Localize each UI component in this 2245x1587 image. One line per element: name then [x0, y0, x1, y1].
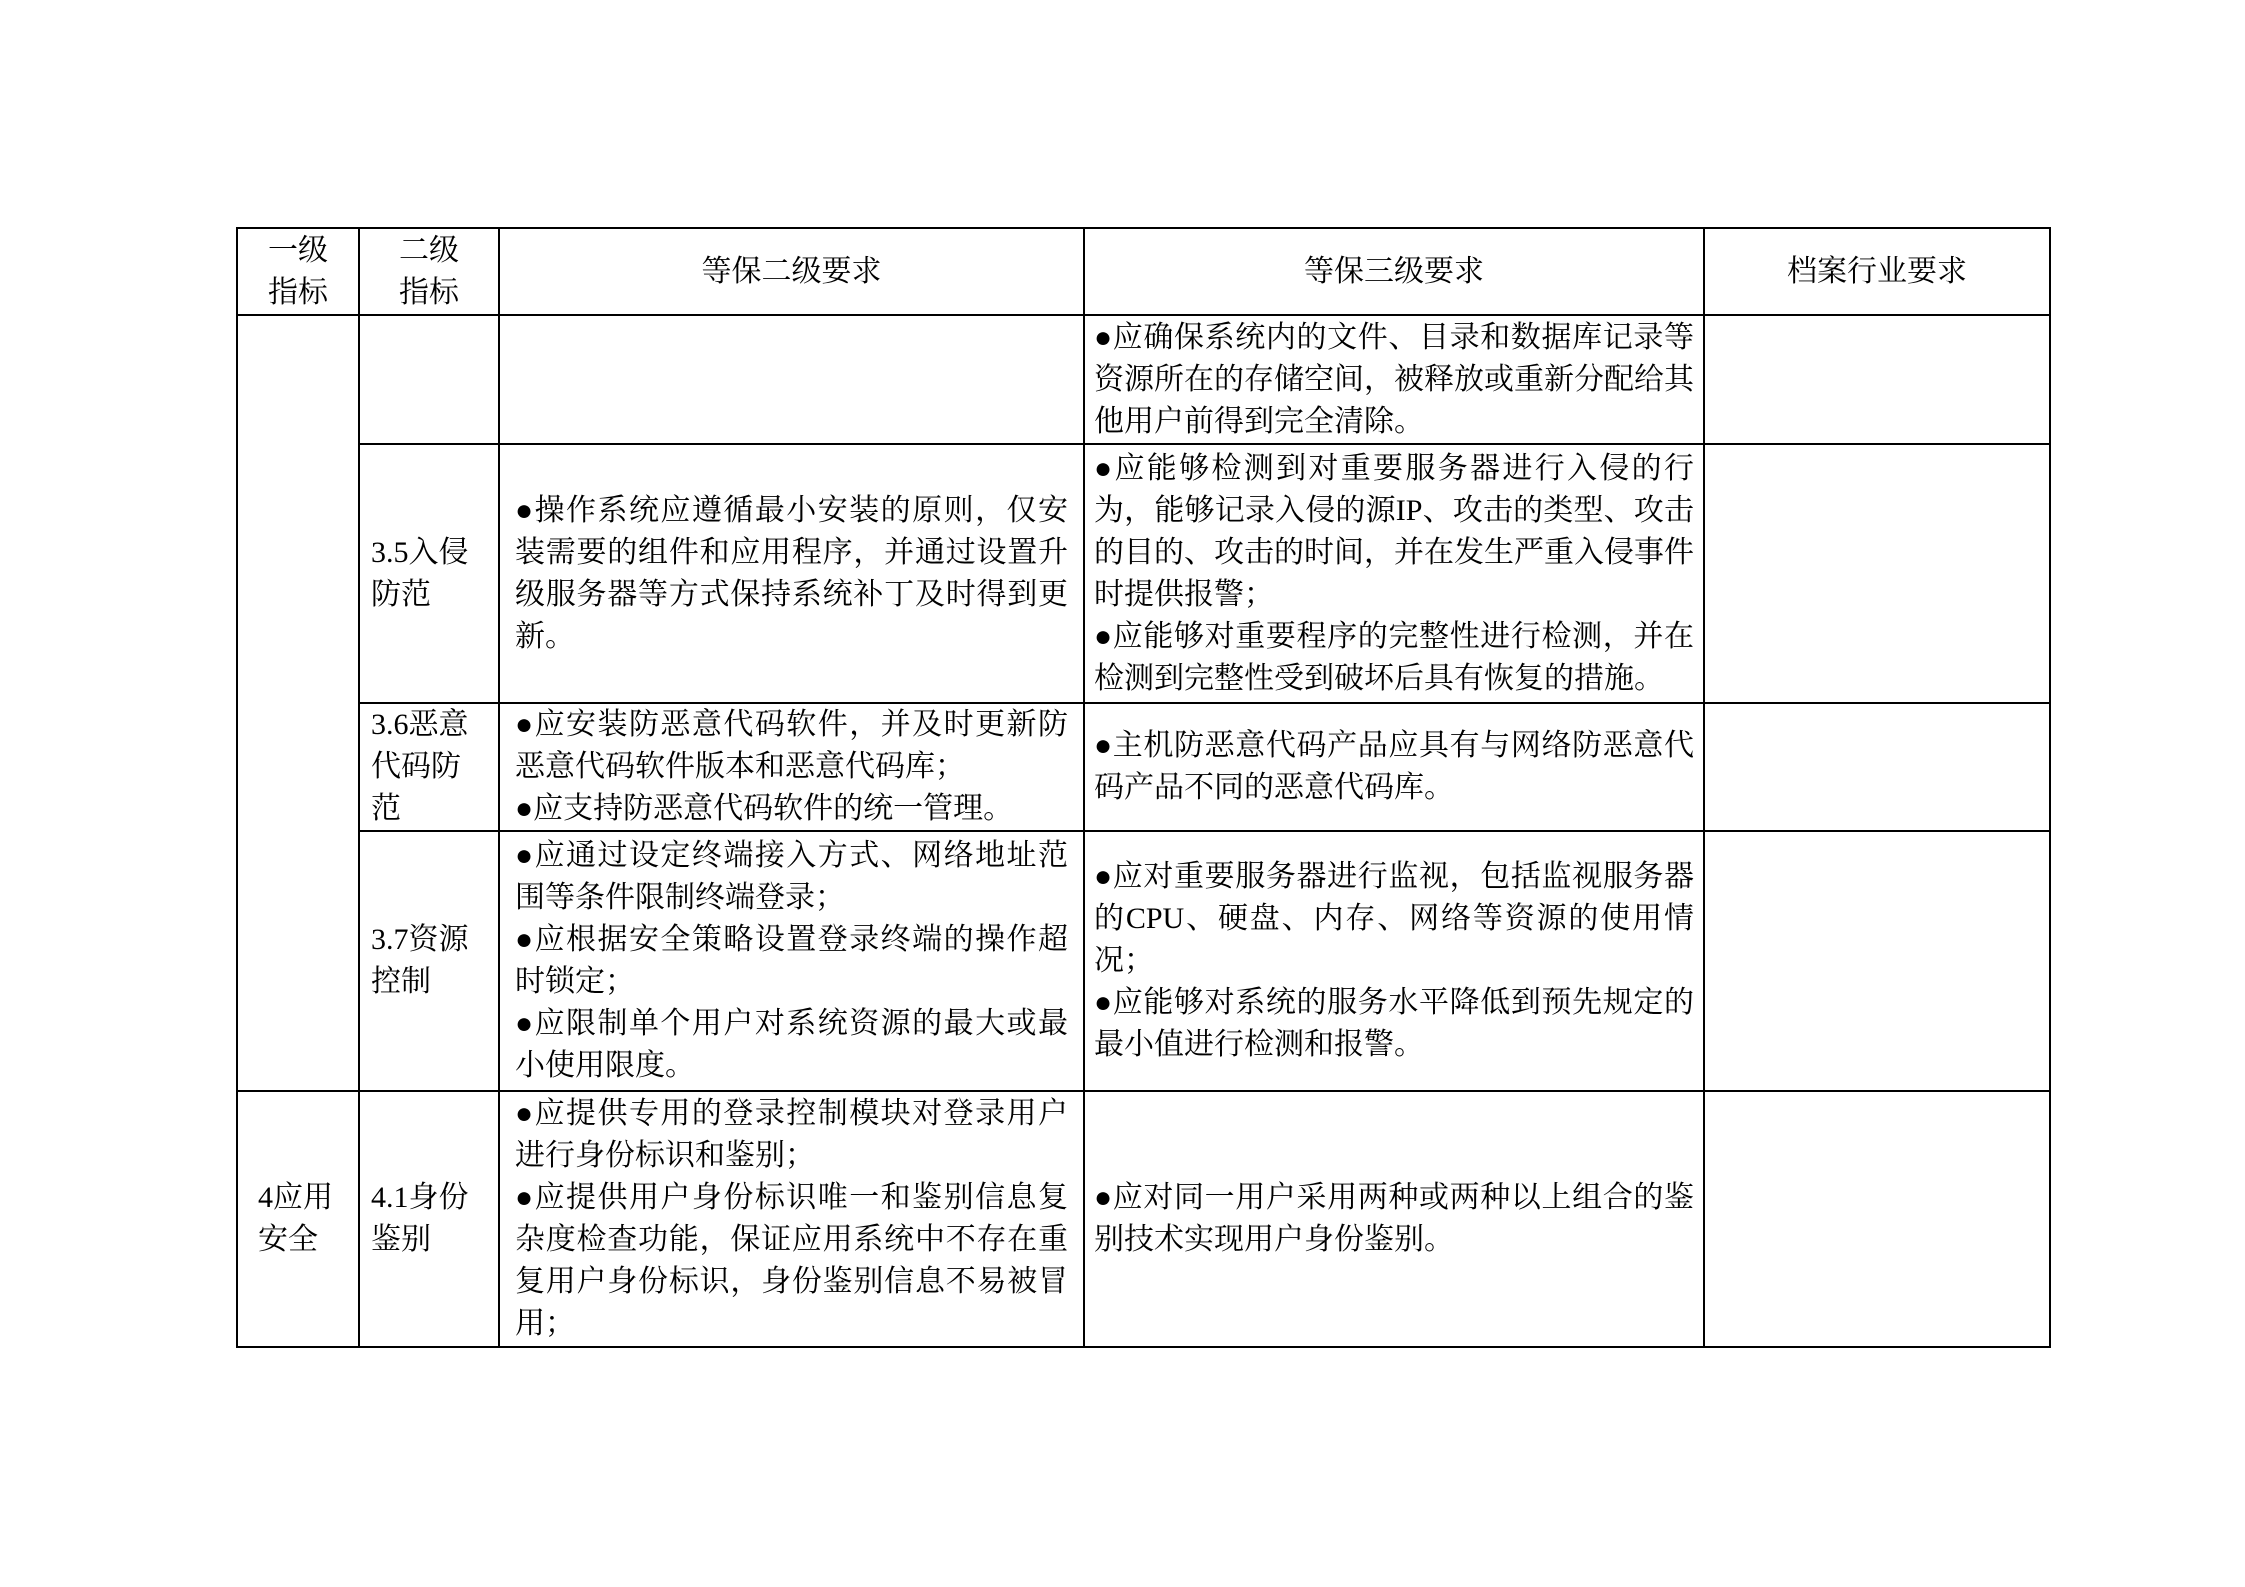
table-row [237, 444, 2050, 703]
table-row [237, 315, 2050, 444]
requirement-paragraph: ●应能够对重要程序的完整性进行检测，并在检测到完整性受到破坏后具有恢复的措施。 [1094, 619, 1694, 695]
requirement-paragraph: ●应能够检测到对重要服务器进行入侵的行为，能够记录入侵的源IP、攻击的类型、攻击的目的、攻击的时间，并在发生严重入侵事件时提供报警； [1094, 451, 1694, 611]
req-grade3-cell [1084, 831, 1704, 1091]
requirement-paragraph: ●主机防恶意代码产品应具有与网络防恶意代码产品不同的恶意代码库。 [1094, 729, 1694, 804]
industry-cell [1704, 444, 2050, 703]
requirement-paragraph: ●应确保系统内的文件、目录和数据库记录等资源所在的存储空间，被释放或重新分配给其他用户前得到完全清除。 [1094, 320, 1694, 438]
req-grade3-cell [1084, 703, 1704, 831]
level2-cell: 3.7资源控制 [359, 831, 499, 1091]
industry-cell [1704, 1091, 2050, 1347]
level2-cell: 3.6恶意代码防范 [359, 703, 499, 831]
requirement-paragraph: ●应通过设定终端接入方式、网络地址范围等条件限制终端登录； [515, 839, 1068, 914]
req-grade2-cell [499, 315, 1084, 444]
requirement-paragraph: ●应根据安全策略设置登录终端的操作超时锁定； [515, 923, 1068, 998]
req-grade3-cell [1084, 315, 1704, 444]
requirement-paragraph: ●应安装防恶意代码软件，并及时更新防恶意代码软件版本和恶意代码库； [515, 708, 1068, 783]
req-grade3-cell [1084, 1091, 1704, 1347]
industry-cell [1704, 703, 2050, 831]
header-archive-industry-requirements: 档案行业要求 [1704, 228, 2050, 315]
requirement-paragraph: ●应对同一用户采用两种或两种以上组合的鉴别技术实现用户身份鉴别。 [1094, 1181, 1694, 1256]
header-grade2-requirements: 等保二级要求 [499, 228, 1084, 315]
requirement-paragraph: ●应提供用户身份标识唯一和鉴别信息复杂度检查功能，保证应用系统中不存在重复用户身份标识，身份鉴别信息不易被冒用； [515, 1181, 1068, 1340]
header-row [237, 228, 2050, 315]
level1-cell-empty [237, 315, 359, 1091]
req-grade2-cell [499, 444, 1084, 703]
industry-cell [1704, 315, 2050, 444]
level1-cell: 4应用安全 [237, 1091, 359, 1347]
table-row [237, 831, 2050, 1091]
header-level1-indicator: 一级指标 [237, 228, 359, 315]
requirement-paragraph: ●应限制单个用户对系统资源的最大或最小使用限度。 [515, 1007, 1068, 1082]
header-grade3-requirements: 等保三级要求 [1084, 228, 1704, 315]
requirements-table [236, 227, 2051, 1348]
requirement-paragraph: ●应提供专用的登录控制模块对登录用户进行身份标识和鉴别； [515, 1097, 1068, 1172]
req-grade2-cell [499, 1091, 1084, 1347]
req-grade3-cell [1084, 444, 1704, 703]
requirement-paragraph: ●应支持防恶意代码软件的统一管理。 [515, 792, 1014, 825]
req-grade2-cell [499, 831, 1084, 1091]
requirement-paragraph: ●应能够对系统的服务水平降低到预先规定的最小值进行检测和报警。 [1094, 986, 1694, 1061]
industry-cell [1704, 831, 2050, 1091]
level2-cell-empty [359, 315, 499, 444]
level2-cell: 3.5入侵防范 [359, 444, 499, 703]
header-level2-indicator: 二级指标 [359, 228, 499, 315]
requirement-paragraph: ●操作系统应遵循最小安装的原则，仅安装需要的组件和应用程序，并通过设置升级服务器等方式保持系统补丁及时得到更新。 [515, 493, 1068, 653]
level2-cell: 4.1身份鉴别 [359, 1091, 499, 1347]
requirement-paragraph: ●应对重要服务器进行监视，包括监视服务器的CPU、硬盘、内存、网络等资源的使用情况； [1094, 860, 1694, 977]
table-row [237, 1091, 2050, 1347]
table-row [237, 703, 2050, 831]
req-grade2-cell [499, 703, 1084, 831]
